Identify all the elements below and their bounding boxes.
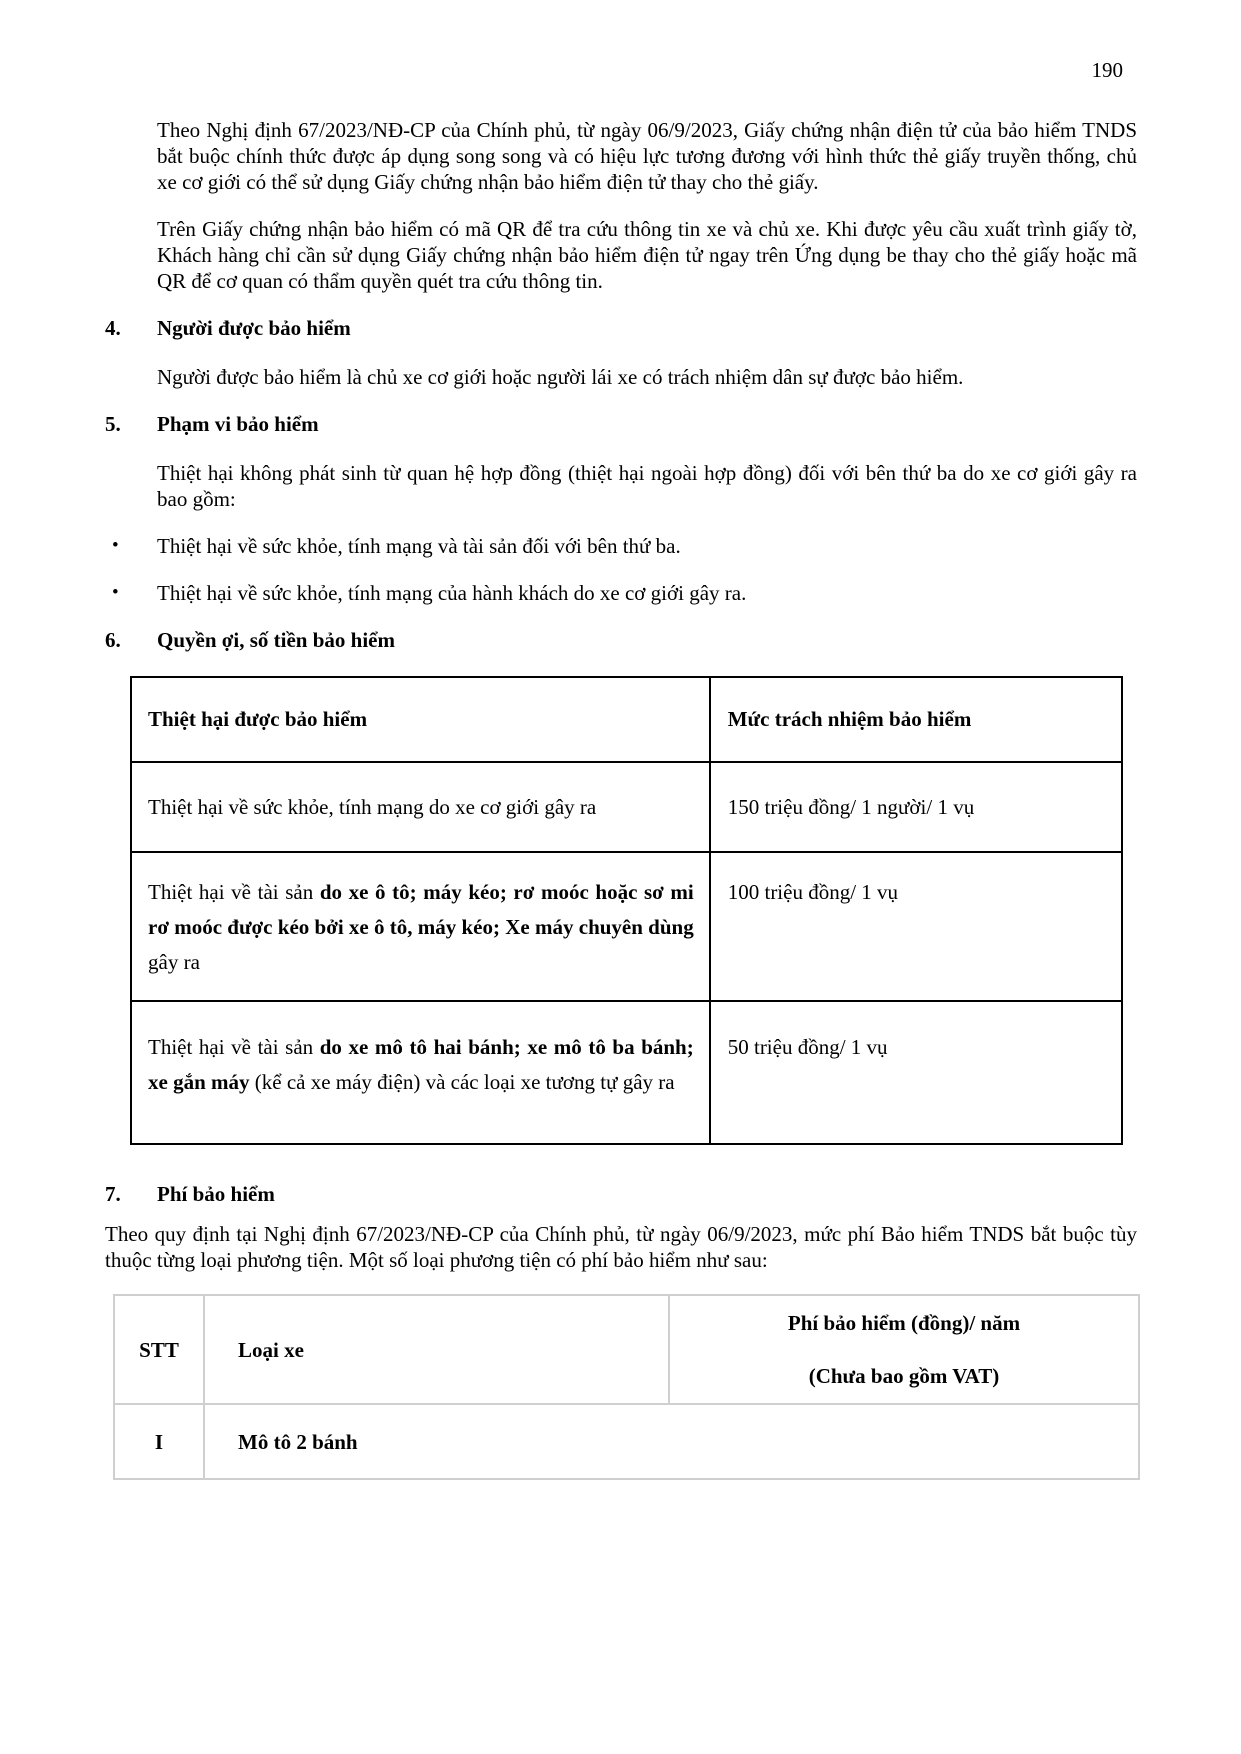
section-7-title: Phí bảo hiểm [157,1182,275,1206]
section-5-number: 5. [105,412,121,436]
section-7-body: Theo quy định tại Nghị định 67/2023/NĐ-CP của Chính phủ, từ ngày 06/9/2023, mức phí Bảo hiểm TNDS bắt buộc tùy thuộc từng loại phương tiện. Một số loại phương tiện có phí bảo hiểm như sau: [105,1222,1137,1272]
fee-header-line2: (Chưa bao gồm VAT) [808,1364,1000,1388]
benefits-liability-cell: 150 triệu đồng/ 1 người/ 1 vụ [710,762,1122,852]
fee-row-vehicle: Mô tô 2 bánh [204,1404,1139,1479]
fee-header-fee [669,1295,1139,1404]
benefits-damage-cell: Thiệt hại về sức khỏe, tính mạng do xe cơ giới gây ra [131,762,710,852]
section-6-number: 6. [105,628,121,652]
table-row [131,1001,1122,1144]
section-7-number: 7. [105,1182,121,1206]
bullet-icon: • [112,535,119,556]
table-row [131,852,1122,1001]
section-4-number: 4. [105,316,121,340]
fee-header-vehicle: Loại xe [204,1295,669,1404]
section-6-heading [105,627,1137,653]
benefits-damage-cell: Thiệt hại về tài sản do xe mô tô hai bánh; xe mô tô ba bánh; xe gắn máy (kể cả xe máy điện) và các loại xe tương tự gây ra [131,1001,710,1144]
list-item [105,533,1137,559]
fee-header-line1: Phí bảo hiểm (đồng)/ năm [787,1311,1021,1335]
bullet-text: Thiệt hại về sức khỏe, tính mạng và tài sản đối với bên thứ ba. [157,534,681,558]
fee-row-stt: I [114,1404,204,1479]
fee-table [113,1294,1140,1480]
intro-paragraph-1: Theo Nghị định 67/2023/NĐ-CP của Chính phủ, từ ngày 06/9/2023, Giấy chứng nhận điện tử của bảo hiểm TNDS bắt buộc chính thức được áp dụng song song và có hiệu lực tương đương với hình thức thẻ giấy truyền thống, chủ xe cơ giới có thể sử dụng Giấy chứng nhận bảo hiểm điện tử thay cho thẻ giấy. [157,118,1137,194]
bullet-text: Thiệt hại về sức khỏe, tính mạng của hành khách do xe cơ giới gây ra. [157,581,747,605]
benefits-header-liability: Mức trách nhiệm bảo hiểm [710,677,1122,762]
intro-paragraph-2: Trên Giấy chứng nhận bảo hiểm có mã QR để tra cứu thông tin xe và chủ xe. Khi được yêu cầu xuất trình giấy tờ, Khách hàng chỉ cần sử dụng Giấy chứng nhận bảo hiểm điện tử ngay trên Ứng dụng be thay cho thẻ giấy hoặc mã QR để cơ quan có thẩm quyền quét tra cứu thông tin. [157,217,1137,293]
section-4-title: Người được bảo hiểm [157,316,351,340]
fee-header-stt: STT [114,1295,204,1404]
section-4-heading [105,315,1137,341]
page-number: 190 [1091,58,1123,82]
section-5-title: Phạm vi bảo hiểm [157,412,319,436]
list-item [105,580,1137,606]
benefits-table [130,676,1123,1145]
benefits-liability-cell: 100 triệu đồng/ 1 vụ [710,852,1122,1001]
benefits-liability-cell: 50 triệu đồng/ 1 vụ [710,1001,1122,1144]
section-7-heading [105,1181,1137,1207]
table-row [131,762,1122,852]
benefits-table-header-row [131,677,1122,762]
section-6-title: Quyền ợi, số tiền bảo hiểm [157,628,395,652]
section-5-body: Thiệt hại không phát sinh từ quan hệ hợp đồng (thiệt hại ngoài hợp đồng) đối với bên thứ ba do xe cơ giới gây ra bao gồm: [157,461,1137,511]
benefits-header-damage: Thiệt hại được bảo hiểm [131,677,710,762]
section-4-body: Người được bảo hiểm là chủ xe cơ giới hoặc người lái xe có trách nhiệm dân sự được bảo hiểm. [157,365,964,389]
bullet-icon: • [112,582,119,603]
section-5-heading [105,411,1137,437]
table-row [114,1404,1139,1479]
benefits-damage-cell: Thiệt hại về tài sản do xe ô tô; máy kéo; rơ moóc hoặc sơ mi rơ moóc được kéo bởi xe ô tô, máy kéo; Xe máy chuyên dùng gây ra [131,852,710,1001]
fee-table-header-row [114,1295,1139,1404]
